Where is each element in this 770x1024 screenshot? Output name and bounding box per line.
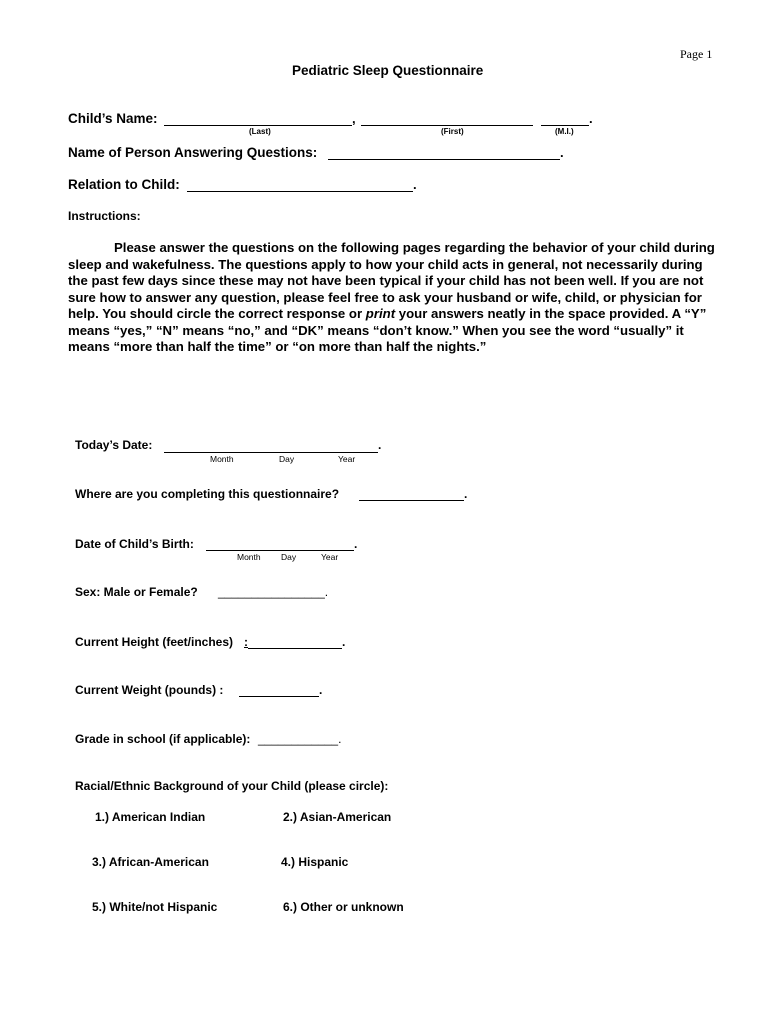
race-option-hispanic[interactable]: 4.) Hispanic <box>281 855 349 869</box>
race-option-african-american[interactable]: 3.) African-American <box>92 855 209 869</box>
birth-day-caption: Day <box>281 552 297 562</box>
race-option-other-unknown[interactable]: 6.) Other or unknown <box>283 900 404 914</box>
birth-month-caption: Month <box>237 552 261 562</box>
todays-date-month-caption: Month <box>210 454 234 464</box>
instructions-print-word: print <box>365 306 396 321</box>
race-option-asian-american[interactable]: 2.) Asian-American <box>283 810 392 824</box>
racial-background-label: Racial/Ethnic Background of your Child (please circle): <box>75 779 389 793</box>
person-answering-period: . <box>560 145 564 160</box>
child-name-period: . <box>589 111 593 126</box>
weight-label: Current Weight (pounds) : <box>75 683 224 697</box>
height-line[interactable] <box>248 648 342 649</box>
race-option-white-not-hispanic[interactable]: 5.) White/not Hispanic <box>92 900 218 914</box>
height-label: Current Height (feet/inches) <box>75 635 234 649</box>
mi-caption: (M.I.) <box>555 127 574 136</box>
instructions-heading: Instructions: <box>68 209 141 223</box>
instructions-paragraph <box>68 240 718 356</box>
child-last-name-line[interactable] <box>164 125 352 126</box>
last-name-caption: (Last) <box>249 127 271 136</box>
first-name-caption: (First) <box>441 127 464 136</box>
todays-date-label: Today’s Date: <box>75 438 153 452</box>
todays-date-day-caption: Day <box>279 454 295 464</box>
child-name-label: Child’s Name: <box>68 111 158 126</box>
race-option-american-indian[interactable]: 1.) American Indian <box>95 810 206 824</box>
relation-label: Relation to Child: <box>68 177 180 192</box>
todays-date-line[interactable] <box>164 452 378 453</box>
birth-date-period: . <box>354 537 358 551</box>
instructions-text-part1: Please answer the questions on the following pages regarding the behavior of your child during sleep and wakefulness. The questions apply to how your child acts in general, not necessarily during the past few days since these may not have been typical if your child has not been well. If you are not sure how to answer any question, please feel free to ask your husband or wife, child, or physician for help. You should circle the correct response or <box>68 240 715 321</box>
where-completing-line[interactable] <box>359 500 464 501</box>
child-first-name-line[interactable] <box>361 125 533 126</box>
weight-line[interactable] <box>239 696 319 697</box>
birth-date-label: Date of Child’s Birth: <box>75 537 194 551</box>
height-period: . <box>342 635 346 649</box>
person-answering-line[interactable] <box>328 159 560 160</box>
todays-date-period: . <box>378 438 382 452</box>
instructions-text-part2: your answers neatly in the space provided. A “Y” means “yes,” “N” means “no,” and “DK” means “don’t know.” When you see the word “usually” it means “more than half the time” or “on more than half the nights.” <box>68 306 707 354</box>
birth-date-line[interactable] <box>206 550 354 551</box>
form-title: Pediatric Sleep Questionnaire <box>292 63 484 78</box>
weight-period: . <box>319 683 323 697</box>
child-name-comma: , <box>352 111 356 126</box>
person-answering-label: Name of Person Answering Questions: <box>68 145 318 160</box>
birth-year-caption: Year <box>321 552 339 562</box>
page-number: Page 1 <box>680 47 713 61</box>
relation-period: . <box>413 177 417 192</box>
height-colon: : <box>244 635 248 649</box>
sex-label: Sex: Male or Female? <box>75 585 198 599</box>
child-mi-line[interactable] <box>541 125 589 126</box>
sex-blank[interactable]: ________________. <box>218 585 329 599</box>
where-completing-label: Where are you completing this questionnaire? <box>75 487 340 501</box>
where-completing-period: . <box>464 487 468 501</box>
relation-line[interactable] <box>187 191 413 192</box>
grade-label: Grade in school (if applicable): <box>75 732 251 746</box>
grade-blank[interactable]: ____________. <box>258 732 342 746</box>
todays-date-year-caption: Year <box>338 454 356 464</box>
